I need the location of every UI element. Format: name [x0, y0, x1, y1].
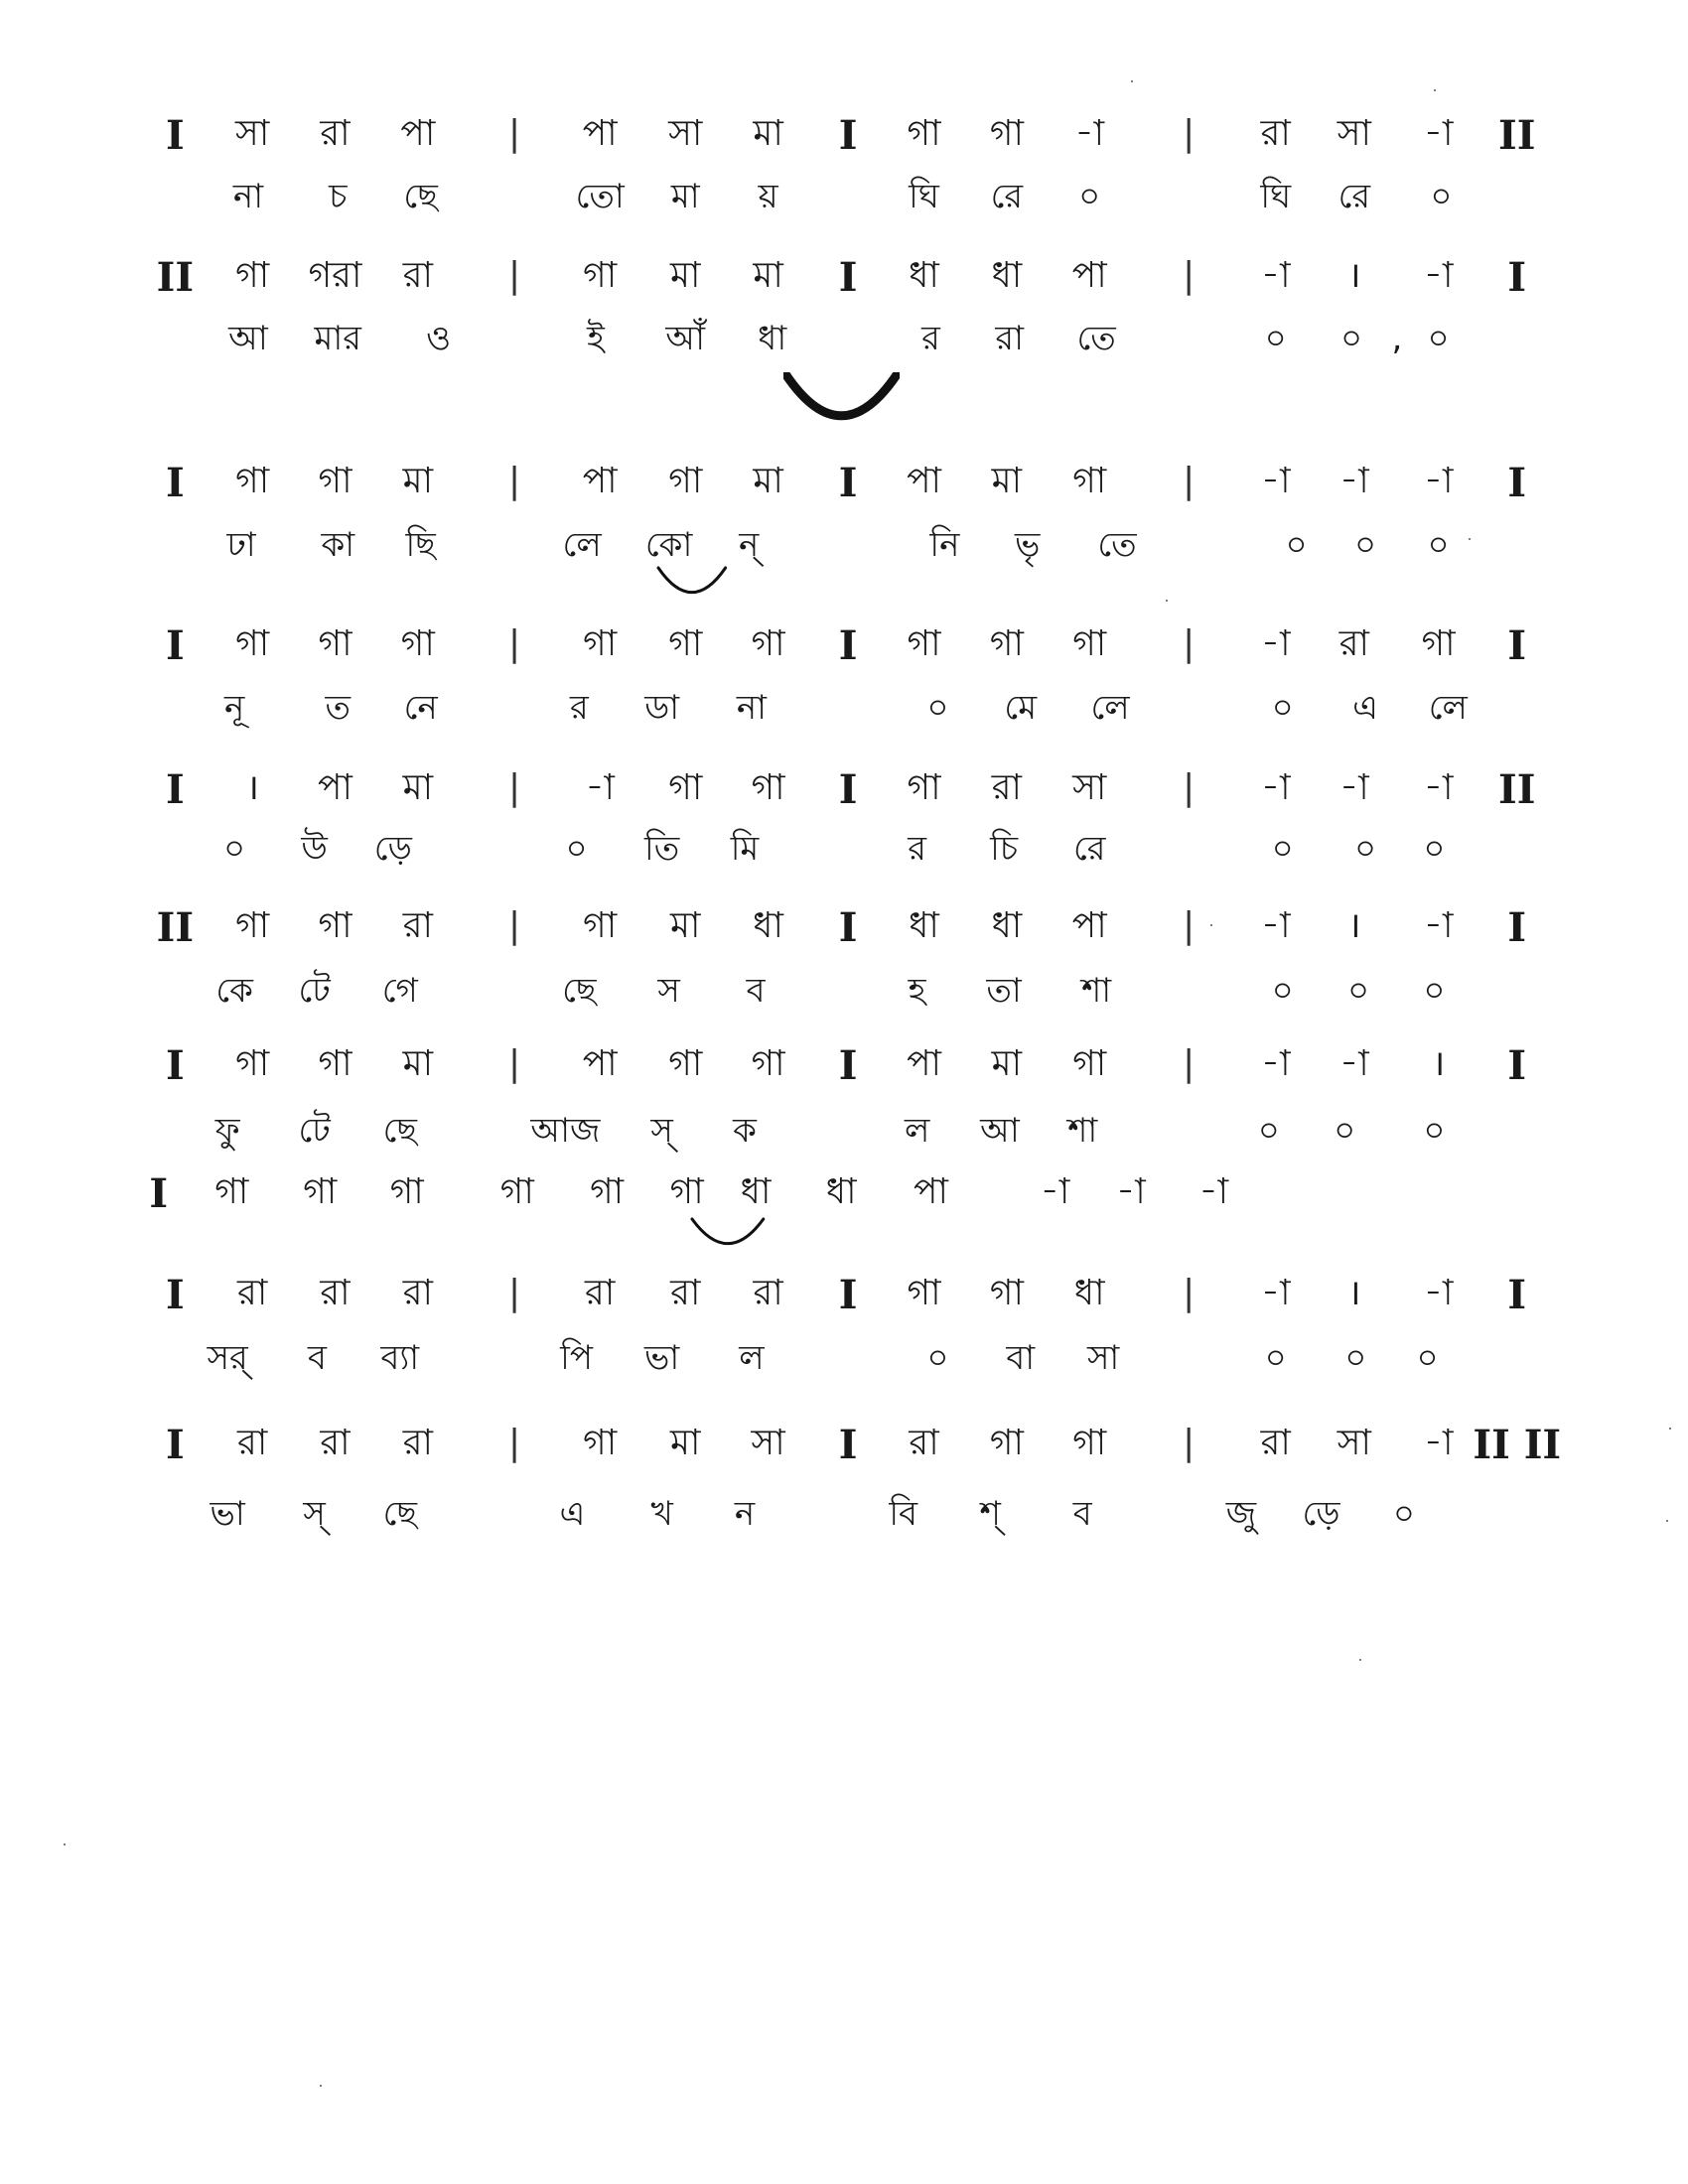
- lyric-syllable: আজ: [530, 1111, 601, 1152]
- swara-note: পা: [582, 112, 618, 154]
- lyric-syllable: বি: [889, 1494, 918, 1535]
- swara-note: ।: [245, 767, 259, 809]
- swara-note: গা: [400, 622, 435, 664]
- swara-note: মা: [670, 905, 701, 947]
- swara-note: গা: [303, 1171, 338, 1213]
- swara-note: পা: [914, 1171, 948, 1213]
- beat-divider: |: [507, 905, 521, 947]
- swara-note: মা: [670, 254, 701, 296]
- lyric-syllable: না: [232, 176, 264, 216]
- lyric-syllable: ০: [565, 828, 588, 869]
- lyric-syllable: ০: [1257, 1111, 1280, 1152]
- beat-divider: |: [1183, 622, 1196, 664]
- lyric-syllable: র: [908, 828, 926, 869]
- swara-note: -া: [1260, 767, 1291, 809]
- beat-divider: |: [507, 254, 521, 296]
- swara-note: রা: [991, 767, 1022, 809]
- lyric-syllable: মি: [730, 828, 760, 869]
- bar-line: I: [838, 459, 858, 506]
- swara-note: ।: [1347, 905, 1361, 947]
- swara-note: গা: [989, 1272, 1024, 1313]
- lyric-syllable: রা: [995, 318, 1024, 358]
- lyric-syllable: ০: [1427, 524, 1450, 565]
- swara-note: পা: [318, 767, 352, 809]
- lyric-syllable: ০: [1271, 687, 1294, 728]
- lyric-syllable: ডা: [644, 687, 680, 728]
- lyric-syllable: ন্: [739, 524, 760, 565]
- lyric-syllable: সা: [1086, 1338, 1120, 1379]
- swara-note: গা: [751, 622, 785, 664]
- swara-note: রা: [320, 1272, 351, 1313]
- swara-note: রা: [670, 1272, 701, 1313]
- swara-note: গা: [668, 622, 703, 664]
- lyric-syllable: তা: [986, 970, 1022, 1011]
- beat-divider: |: [507, 1043, 521, 1085]
- lyric-syllable: র: [921, 318, 940, 358]
- swara-note: ধা: [1073, 1272, 1105, 1313]
- beat-divider: |: [507, 622, 521, 664]
- swara-note: -া: [1040, 1171, 1070, 1213]
- lyric-syllable: ০: [1264, 318, 1287, 358]
- lyric-syllable: খ: [650, 1494, 673, 1535]
- lyric-syllable: আঁ: [665, 318, 706, 358]
- swara-note: পা: [582, 460, 618, 501]
- bar-line: II: [156, 253, 195, 301]
- lyric-syllable: চি: [990, 828, 1019, 869]
- lyric-syllable: শা: [1081, 970, 1112, 1011]
- lyric-syllable: নূ: [223, 687, 245, 728]
- lyric-syllable: ন: [734, 1494, 756, 1535]
- swara-note: গা: [907, 112, 941, 154]
- lyric-syllable: ০: [1392, 1494, 1415, 1535]
- scan-speck: [1669, 1428, 1671, 1430]
- swara-note: গা: [590, 1171, 625, 1213]
- swara-note: গা: [583, 1423, 618, 1464]
- bar-line: I: [166, 111, 185, 159]
- swara-note: -া: [1423, 460, 1454, 501]
- swara-note: -া: [1339, 1043, 1369, 1085]
- lyric-syllable: ড়ে: [1302, 1494, 1340, 1535]
- lyric-syllable: ০: [926, 687, 949, 728]
- bar-line: I: [838, 1422, 858, 1469]
- bar-line: II: [1498, 766, 1536, 814]
- beat-divider: |: [1183, 1043, 1196, 1085]
- swara-note: রা: [1260, 1423, 1291, 1464]
- swara-note: সা: [1336, 1423, 1371, 1464]
- swara-note: গা: [235, 254, 270, 296]
- lyric-syllable: ০: [1427, 318, 1450, 358]
- swara-note: গা: [907, 1272, 941, 1313]
- beat-divider: |: [1183, 1423, 1196, 1464]
- bar-line: I: [1507, 459, 1527, 506]
- lyric-syllable: ০: [1285, 524, 1308, 565]
- bar-line: I: [1507, 1271, 1527, 1318]
- lyric-syllable: ০: [1334, 1111, 1356, 1152]
- swara-note: মা: [753, 460, 783, 501]
- lyric-syllable: টে: [298, 1111, 331, 1152]
- slur-mark: [783, 372, 900, 430]
- swara-note: মা: [991, 1043, 1023, 1085]
- swara-note: গা: [583, 905, 618, 947]
- bar-line: I: [838, 111, 858, 159]
- scan-speck: [1469, 538, 1471, 540]
- scan-speck: [1210, 924, 1212, 926]
- lyric-syllable: স্: [650, 1111, 673, 1152]
- bar-line: I: [838, 621, 858, 669]
- beat-divider: |: [507, 1423, 521, 1464]
- lyric-syllable: ০: [1423, 1111, 1446, 1152]
- beat-divider: |: [1183, 460, 1196, 501]
- lyric-syllable: রে: [1072, 828, 1106, 869]
- bar-line: I: [166, 621, 185, 669]
- lyric-syllable: ঘি: [1260, 176, 1292, 216]
- lyric-syllable: ০: [1271, 828, 1294, 869]
- lyric-syllable: ভা: [210, 1494, 245, 1535]
- swara-note: -া: [1260, 905, 1291, 947]
- lyric-syllable: আ: [228, 318, 268, 358]
- swara-note: ।: [1347, 1272, 1361, 1313]
- swara-note: -া: [585, 767, 615, 809]
- swara-note: ।: [1347, 254, 1361, 296]
- lyric-syllable: হ: [908, 970, 926, 1011]
- swara-note: রা: [753, 1272, 783, 1313]
- lyric-syllable: ধা: [758, 318, 787, 358]
- swara-note: -া: [1260, 460, 1291, 501]
- lyric-syllable: ০: [1353, 524, 1377, 565]
- swara-note: গা: [318, 905, 352, 947]
- swara-note: পা: [907, 1043, 941, 1085]
- swara-note: রা: [402, 1423, 433, 1464]
- swara-note: গা: [751, 767, 785, 809]
- lyric-syllable: তি: [644, 828, 680, 869]
- lyric-syllable: রে: [1337, 176, 1371, 216]
- swara-note: গা: [318, 1043, 352, 1085]
- swara-note: ধা: [753, 905, 783, 947]
- swara-note: গা: [235, 622, 270, 664]
- lyric-syllable: নে: [403, 687, 438, 728]
- beat-divider: |: [507, 460, 521, 501]
- lyric-syllable: ভা: [644, 1338, 680, 1379]
- beat-divider: |: [507, 112, 521, 154]
- swara-note: গা: [499, 1171, 534, 1213]
- lyric-syllable: মার: [314, 318, 361, 358]
- lyric-syllable: রে: [990, 176, 1024, 216]
- swara-note: মা: [753, 254, 783, 296]
- swara-note: রা: [237, 1423, 268, 1464]
- lyric-syllable: কে: [215, 970, 253, 1011]
- swara-note: রা: [585, 1272, 616, 1313]
- swara-note: -া: [1339, 460, 1369, 501]
- bar-line: II: [156, 904, 195, 952]
- swara-note: -া: [1423, 767, 1454, 809]
- lyric-syllable: পি: [560, 1338, 593, 1379]
- swara-note: পা: [1071, 254, 1107, 296]
- lyric-syllable: চ: [329, 176, 348, 216]
- bar-line: I: [838, 1271, 858, 1318]
- lyric-syllable: ঢা: [226, 524, 256, 565]
- lyric-syllable: ০: [1340, 318, 1363, 358]
- lyric-syllable: ০: [223, 828, 246, 869]
- lyric-syllable: লে: [1090, 687, 1130, 728]
- swara-note: গা: [989, 112, 1024, 154]
- bar-line: I: [1507, 904, 1527, 952]
- swara-note: রা: [320, 112, 351, 154]
- lyric-syllable: টে: [298, 970, 331, 1011]
- scan-speck: [1434, 89, 1436, 91]
- swara-note: গা: [318, 622, 352, 664]
- swara-note: -া: [1260, 622, 1291, 664]
- scan-speck: [1131, 80, 1133, 82]
- lyric-syllable: কো: [644, 524, 693, 565]
- swara-note: -া: [1260, 1272, 1291, 1313]
- swara-note: রা: [909, 1423, 939, 1464]
- lyric-syllable: ব: [746, 970, 766, 1011]
- lyric-syllable: ঘি: [909, 176, 939, 216]
- lyric-syllable: আ: [980, 1111, 1020, 1152]
- lyric-syllable: শ্: [979, 1494, 1001, 1535]
- lyric-syllable: শা: [1067, 1111, 1098, 1152]
- swara-note: গা: [235, 460, 270, 501]
- bar-line: I: [838, 1042, 858, 1090]
- swara-note: গা: [1072, 460, 1107, 501]
- lyric-syllable: তে: [1076, 318, 1116, 358]
- swara-note: গা: [907, 622, 941, 664]
- swara-note: রা: [1260, 112, 1291, 154]
- swara-note: রা: [402, 254, 433, 296]
- lyric-syllable: ০: [1423, 828, 1446, 869]
- lyric-syllable: ব: [1072, 1494, 1092, 1535]
- swara-note: মা: [402, 1043, 434, 1085]
- lyric-syllable: ০: [1344, 1338, 1367, 1379]
- lyric-syllable: ড়ে: [373, 828, 412, 869]
- lyric-syllable: ০: [926, 1338, 949, 1379]
- swara-note: মা: [991, 460, 1023, 501]
- swara-note: গা: [751, 1043, 785, 1085]
- beat-divider: |: [507, 767, 521, 809]
- swara-note: সা: [1336, 112, 1371, 154]
- swara-note: গা: [389, 1171, 424, 1213]
- lyric-syllable: স্: [303, 1494, 326, 1535]
- swara-note: -া: [1423, 905, 1454, 947]
- lyric-syllable: ত: [325, 687, 352, 728]
- swara-note: রা: [320, 1423, 351, 1464]
- lyric-syllable: ০: [1271, 970, 1294, 1011]
- scan-speck: [1166, 600, 1168, 602]
- swara-note: গা: [1072, 1043, 1107, 1085]
- swara-note: মা: [402, 767, 434, 809]
- scan-speck: [320, 2085, 322, 2087]
- lyric-syllable: কা: [321, 524, 355, 565]
- lyric-syllable: ০: [1423, 970, 1446, 1011]
- lyric-syllable: য়: [758, 176, 778, 216]
- lyric-syllable: স: [657, 970, 680, 1011]
- swara-note: ধা: [991, 905, 1023, 947]
- bar-line: I: [149, 1170, 169, 1218]
- swara-note: গা: [235, 905, 270, 947]
- swara-note: গা: [668, 767, 703, 809]
- swara-note: -া: [1423, 254, 1454, 296]
- lyric-syllable: ছে: [403, 176, 438, 216]
- bar-line: I: [166, 766, 185, 814]
- lyric-syllable: তে: [1097, 524, 1137, 565]
- swara-note: গা: [668, 1043, 703, 1085]
- swara-note: ধা: [909, 254, 939, 296]
- bar-line: I: [1507, 1042, 1527, 1090]
- lyric-syllable: ০: [1264, 1338, 1287, 1379]
- beat-divider: |: [1183, 254, 1196, 296]
- lyric-syllable: ছে: [382, 1494, 417, 1535]
- swara-note: পা: [582, 1043, 618, 1085]
- swara-note: -া: [1423, 1423, 1454, 1464]
- lyric-syllable: ছে: [562, 970, 597, 1011]
- bar-line: I: [838, 253, 858, 301]
- swara-note: ধা: [909, 905, 939, 947]
- swara-note: -া: [1074, 112, 1105, 154]
- swara-note: গরা: [308, 254, 362, 296]
- lyric-syllable: জু: [1225, 1494, 1257, 1535]
- swara-note: রা: [402, 1272, 433, 1313]
- bar-line: I: [166, 459, 185, 506]
- lyric-syllable: না: [736, 687, 768, 728]
- beat-divider: |: [1183, 905, 1196, 947]
- lyric-syllable: মা: [670, 176, 700, 216]
- swara-note: গা: [668, 460, 703, 501]
- bar-line: I: [1507, 253, 1527, 301]
- lyric-syllable: ল: [904, 1111, 930, 1152]
- swara-note: -া: [1260, 1043, 1291, 1085]
- swara-note: গা: [907, 767, 941, 809]
- bar-line: I: [166, 1422, 185, 1469]
- swara-note: -া: [1339, 767, 1369, 809]
- swara-note: গা: [669, 1171, 704, 1213]
- lyric-syllable: ক: [733, 1111, 757, 1152]
- lyric-syllable: ছে: [382, 1111, 417, 1152]
- lyric-syllable: মে: [1004, 687, 1038, 728]
- swara-note: -া: [1423, 1272, 1454, 1313]
- swara-note: গা: [214, 1171, 249, 1213]
- swara-note: গা: [318, 460, 352, 501]
- swara-note: রা: [402, 905, 433, 947]
- lyric-syllable: ব: [307, 1338, 327, 1379]
- lyric-syllable: ই: [587, 318, 605, 358]
- swara-note: রা: [237, 1272, 268, 1313]
- lyric-syllable: তো: [575, 176, 625, 216]
- scan-speck: [1359, 1659, 1361, 1661]
- swara-note: ধা: [740, 1171, 772, 1213]
- swara-note: গা: [583, 254, 618, 296]
- lyric-syllable: উ: [301, 828, 328, 869]
- lyric-syllable: ভৃ: [1015, 524, 1041, 565]
- lyric-syllable: ছি: [405, 524, 436, 565]
- lyric-syllable: ব্যা: [380, 1338, 420, 1379]
- lyric-syllable: নি: [929, 524, 960, 565]
- scan-speck: [1666, 1520, 1668, 1522]
- beat-divider: |: [1183, 112, 1196, 154]
- swara-note: গা: [1072, 622, 1107, 664]
- beat-divider: |: [1183, 767, 1196, 809]
- lyric-syllable: ফু: [214, 1111, 240, 1152]
- swara-note: গা: [1072, 1423, 1107, 1464]
- swara-note: -া: [1198, 1171, 1229, 1213]
- lyric-syllable: এ: [1352, 687, 1378, 728]
- scan-speck: [64, 1843, 66, 1845]
- lyric-syllable: সর্: [207, 1338, 248, 1379]
- lyric-syllable: ০: [1353, 828, 1377, 869]
- lyric-syllable: ,: [1391, 318, 1403, 358]
- slur-mark: [689, 1216, 767, 1252]
- lyric-syllable: বা: [1006, 1338, 1036, 1379]
- slur-mark: [655, 565, 729, 601]
- bar-line: I: [166, 1271, 185, 1318]
- lyric-syllable: ০: [1078, 176, 1101, 216]
- swara-note: সা: [668, 112, 703, 154]
- swara-note: -া: [1423, 112, 1454, 154]
- swara-note: ।: [1431, 1043, 1446, 1085]
- swara-note: পা: [1071, 905, 1107, 947]
- swara-note: -া: [1260, 254, 1291, 296]
- swara-note: সা: [751, 1423, 785, 1464]
- bar-line: I: [838, 766, 858, 814]
- swara-note: রা: [1338, 622, 1369, 664]
- swara-note: মা: [753, 112, 783, 154]
- lyric-syllable: গে: [381, 970, 418, 1011]
- swara-note: পা: [907, 460, 941, 501]
- beat-divider: |: [1183, 1272, 1196, 1313]
- swara-note: গা: [583, 622, 618, 664]
- swara-note: মা: [402, 460, 434, 501]
- bar-line: II II: [1473, 1422, 1562, 1469]
- bar-line: II: [1498, 111, 1536, 159]
- lyric-syllable: এ: [559, 1494, 586, 1535]
- swara-note: গা: [989, 622, 1024, 664]
- lyric-syllable: লে: [562, 524, 602, 565]
- swara-note: মা: [670, 1423, 701, 1464]
- lyric-syllable: ও: [426, 318, 452, 358]
- bar-line: I: [166, 1042, 185, 1090]
- lyric-syllable: ০: [1416, 1338, 1439, 1379]
- swara-note: গা: [989, 1423, 1024, 1464]
- lyric-syllable: ০: [1346, 970, 1370, 1011]
- swara-note: সা: [235, 112, 270, 154]
- lyric-syllable: ০: [1430, 176, 1453, 216]
- swara-note: ধা: [991, 254, 1023, 296]
- swara-note: ধা: [825, 1171, 857, 1213]
- lyric-syllable: র: [569, 687, 589, 728]
- lyric-syllable: ল: [739, 1338, 765, 1379]
- swara-note: সা: [1072, 767, 1107, 809]
- bar-line: I: [1507, 621, 1527, 669]
- swara-note: -া: [1116, 1171, 1146, 1213]
- swara-note: গা: [235, 1043, 270, 1085]
- swara-note: পা: [400, 112, 436, 154]
- beat-divider: |: [507, 1272, 521, 1313]
- lyric-syllable: লে: [1428, 687, 1468, 728]
- bar-line: I: [838, 904, 858, 952]
- swara-note: গা: [1421, 622, 1456, 664]
